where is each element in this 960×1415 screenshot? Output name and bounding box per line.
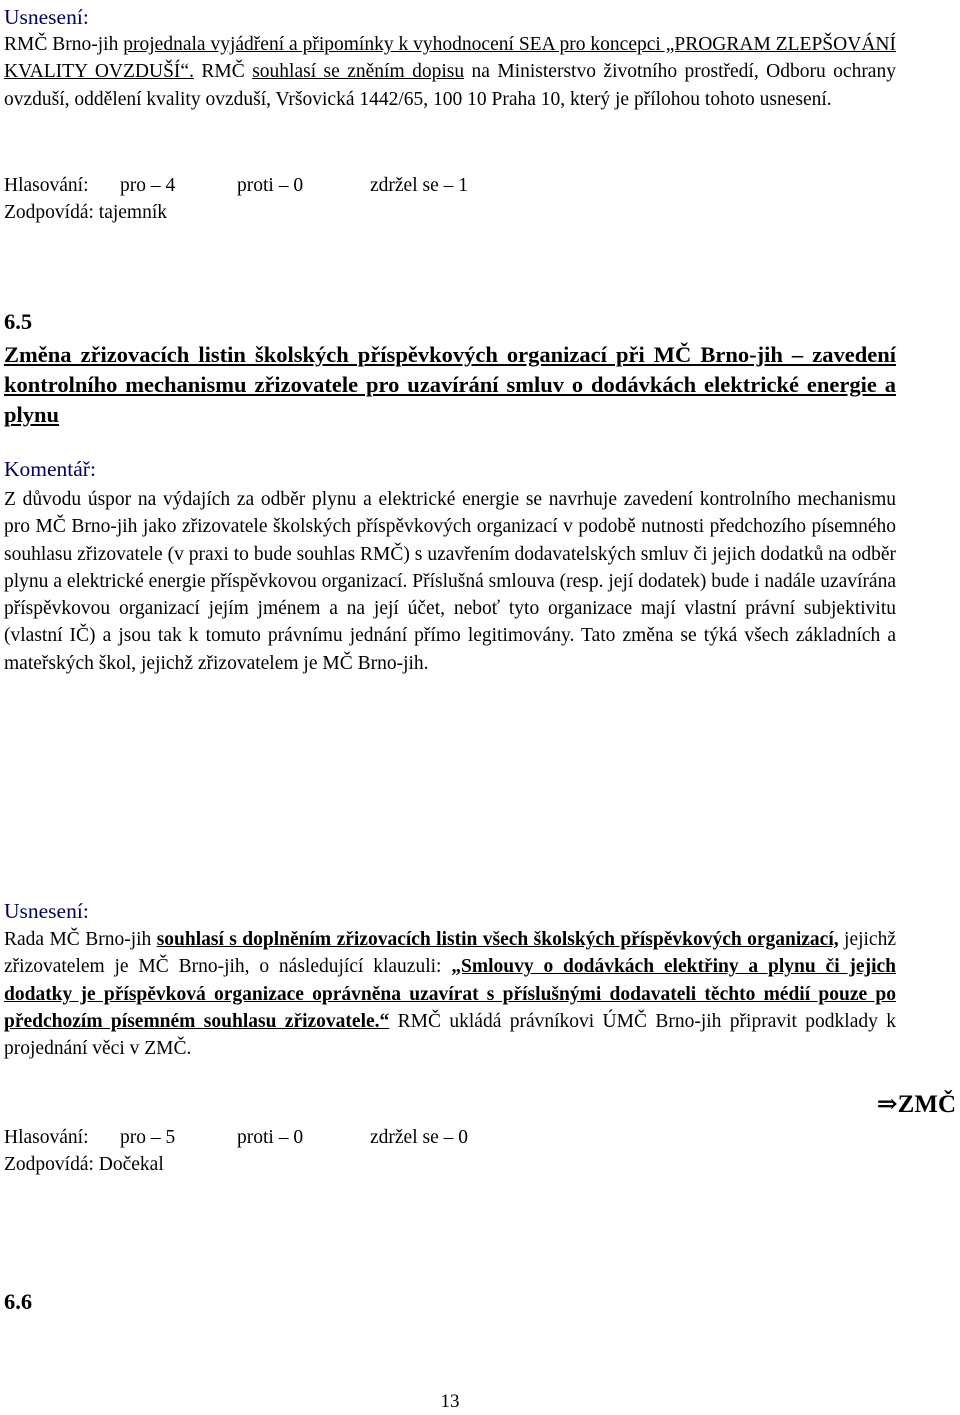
vote-proti: proti – 0 xyxy=(237,1127,304,1148)
forward-to-zmc xyxy=(877,1091,956,1118)
resolution-text-part: RMČ ukládá právníkovi ÚMČ Brno-jih připravit podklady k projednání věci v ZMČ. xyxy=(4,1010,897,1060)
resolution-text xyxy=(4,31,896,113)
section-number: 6.6 xyxy=(4,1289,33,1314)
resolution-text-part: RMČ xyxy=(193,61,253,83)
resolution-text xyxy=(4,926,896,1062)
vote-proti: proti – 0 xyxy=(237,175,304,196)
resolution-text-part: Rada MČ Brno-jih xyxy=(4,929,157,950)
resolution-label: Usnesení: xyxy=(4,899,89,923)
comment-text: Z důvodu úspor na výdajích za odběr plynu a elektrické energie se navrhuje zavedení kontrolního mechanismu pro MČ Brno-jih jako zřizovatele školských příspěvkových organizací v podobě nutnosti předchozího písemného souhlasu zřizovatele (v praxi to bude souhlas RMČ) s uzavřením dodavatelských smluv či jejich dodatků na odběr plynu a elektrické energie příspěvkovou organizací. Příslušná smlouva (resp. její dodatek) bude i nadále uzavírána příspěvkovou organizací jejím jménem a na její účet, neboť tyto organizace mají vlastní právní subjektivitu (vlastní IČ) a jsou tak k tomuto právnímu jednání přímo legitimovány. Tato změna se týká všech základních a mateřských škol, jejichž zřizovatelem je MČ Brno-jih. xyxy=(4,489,896,674)
resolution-label: Usnesení: xyxy=(4,5,89,29)
section-number: 6.5 xyxy=(4,309,33,334)
vote-line-2 xyxy=(4,1124,896,1151)
zmc-label: ZMČ xyxy=(897,1091,956,1118)
vote-pro: pro – 4 xyxy=(120,175,176,196)
responsible-2: Zodpovídá: Dočekal xyxy=(4,1154,164,1175)
resolution-clause: „Smlouvy o dodávkách elektřiny a plynu či jejich dodatky je příspěvková organizace oprávněna uzavírat s příslušnými dodavateli těchto médií pouze po předchozím písemném souhlasu zřizovatele.“ xyxy=(4,956,896,1032)
resolution-underlined-text: souhlasí s doplněním zřizovacích listin všech školských příspěvkových organizací, xyxy=(156,929,839,950)
vote-label: Hlasování: xyxy=(4,175,89,196)
vote-pro: pro – 5 xyxy=(120,1127,176,1148)
resolution-text-part: RMČ Brno-jih xyxy=(4,34,124,55)
resolution-text-part: jejichž zřizovatelem je MČ Brno-jih, o následující klauzuli: xyxy=(4,929,896,978)
arrow-right-icon: ⇒ xyxy=(876,1091,898,1118)
resolution-1 xyxy=(4,4,896,113)
section-title: Změna zřizovacích listin školských příspěvkových organizací při MČ Brno-jih – zavedení kontrolního mechanismu zřizovatele pro uzavírání smluv o dodávkách elektrické energie a plynu xyxy=(4,342,896,427)
vote-label: Hlasování: xyxy=(4,1127,89,1148)
vote-zdrzel: zdržel se – 0 xyxy=(370,1127,468,1148)
resolution-2 xyxy=(4,898,896,1062)
responsible-1: Zodpovídá: tajemník xyxy=(4,202,168,223)
vote-zdrzel: zdržel se – 1 xyxy=(370,175,468,196)
resolution-underlined-text: souhlasí se zněním dopisu xyxy=(252,61,465,83)
comment-label: Komentář: xyxy=(4,457,96,481)
resolution-text-part: na Ministerstvo životního prostředí, Odboru ochrany ovzduší, oddělení kvality ovzduší, Vršovická 1442/65, 100 10 Praha 10, který je přílohou tohoto usnesení. xyxy=(4,61,896,110)
page-number: 13 xyxy=(440,1391,460,1412)
vote-line-1 xyxy=(4,172,896,199)
resolution-underlined-text: projednala vyjádření a připomínky k vyhodnocení SEA pro koncepci „PROGRAM ZLEPŠOVÁNÍ KVALITY OVZDUŠÍ“. xyxy=(4,34,896,83)
